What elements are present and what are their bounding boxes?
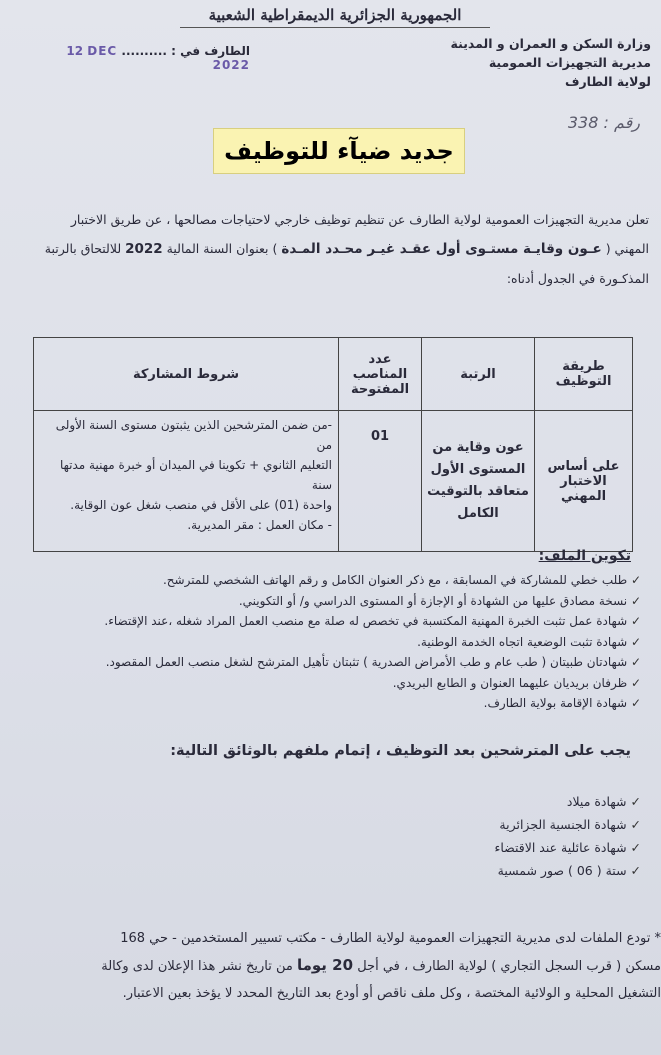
date-label: الطارف في :	[171, 44, 250, 58]
closing-line-1: * تودع الملفات لدى مديرية التجهيزات العمومية لولاية الطارف - مكتب تسيير المستخدمين - حي 168	[120, 931, 661, 946]
col-count: عدد المناصب المفتوحة	[339, 338, 422, 411]
cell-conditions	[34, 411, 339, 552]
intro-text: للالتحاق بالرتبة	[44, 241, 122, 256]
table-row	[34, 411, 633, 552]
ministry-line: وزارة السكن و العمران و المدينة	[450, 36, 651, 51]
list-item: ✓ شهادة الجنسية الجزائرية	[31, 813, 641, 836]
reference-number: رقم : 338	[567, 113, 640, 132]
deadline-days: 20 يوما	[296, 956, 354, 974]
fiscal-year: 2022	[125, 241, 163, 257]
list-item: ✓ نسخة مصادق عليها من الشهادة أو الإجازة أو المستوى الدراسي و/ أو التكويني.	[31, 591, 641, 612]
intro-text: المهني (	[605, 241, 649, 256]
date-stamp: 12 DEC 2022	[66, 44, 250, 72]
list-item: ✓ ظرفان بريديان عليهما العنوان و الطابع البريدي.	[31, 673, 641, 694]
list-item: ✓ شهادة الإقامة بولاية الطارف.	[31, 693, 641, 714]
list-item: ✓ شهادتان طبيتان ( طب عام و طب الأمراض الصدرية ) تثبتان تأهيل المترشح لشغل منصب العمل المقصود.	[31, 652, 641, 673]
intro-paragraph	[9, 205, 649, 293]
closing-line-3: التشغيل المحلية و الولائية المختصة ، وكل ملف ناقص أو أودع بعد التاريخ المحدد لا يؤخذ بعين الاعتبار.	[122, 986, 661, 1001]
col-conditions: شروط المشاركة	[34, 338, 339, 411]
table-header-row	[34, 338, 633, 411]
cell-rank: عون وقاية من المستوى الأول متعاقد بالتوقيت الكامل	[422, 411, 535, 552]
list-item: ✓ شهادة عمل تثبت الخبرة المهنية المكتسبة في تخصص له صلة مع منصب العمل المراد شغله ،عند الإقتضاء.	[31, 611, 641, 632]
headline-banner: جديد ضيآء للتوظيف	[213, 128, 465, 174]
col-rank: الرتبة	[422, 338, 535, 411]
closing-paragraph	[0, 925, 661, 1007]
intro-line-3: المذكـورة في الجدول أدناه:	[506, 271, 649, 286]
file-requirements-list	[31, 570, 641, 714]
directorate-line: مديرية التجهيزات العمومية	[488, 55, 651, 70]
list-item: ✓ ستة ( 06 ) صور شمسية	[31, 859, 641, 882]
condition-line: واحدة (01) على الأقل في منصب شغل عون الوقاية.	[70, 498, 332, 512]
positions-table	[33, 337, 633, 552]
after-hiring-list	[31, 790, 641, 882]
ministry-block	[421, 34, 651, 91]
republic-heading: الجمهورية الجزائرية الديمقراطية الشعبية	[180, 6, 490, 28]
list-item: ✓ شهادة عائلية عند الاقتضاء	[31, 836, 641, 859]
intro-text: ) بعنوان السنة المالية	[166, 241, 278, 256]
position-title: عـون وقايـة مستـوى أول عقـد غيـر محـدد المـدة	[281, 241, 602, 257]
closing-line-2	[0, 952, 661, 980]
cell-method: على أساس الاختبار المهني	[535, 411, 633, 552]
list-item: ✓ شهادة ميلاد	[31, 790, 641, 813]
condition-line: - مكان العمل : مقر المديرية.	[187, 518, 332, 532]
col-method: طريقة التوظيف	[535, 338, 633, 411]
closing-text: من تاريخ نشر هذا الإعلان لدى وكالة	[101, 959, 293, 974]
province-line: لولاية الطارف	[564, 74, 651, 89]
closing-text: مسكن ( قرب السجل التجاري ) لولاية الطارف ، في أجل	[357, 959, 661, 974]
condition-line: التعليم الثانوي + تكوينا في الميدان أو خبرة مهنية مدتها سنة	[59, 458, 332, 492]
list-item: ✓ شهادة تثبت الوضعية اتجاه الخدمة الوطنية.	[31, 632, 641, 653]
intro-line-1: تعلن مديرية التجهيزات العمومية لولاية الطارف عن تنظيم توظيف خارجي لاحتياجات مصالحها ، عن طريق الاختبار	[70, 212, 649, 227]
list-item: ✓ طلب خطي للمشاركة في المسابقة ، مع ذكر العنوان الكامل و رقم الهاتف الشخصي للمترشح.	[31, 570, 641, 591]
cell-count: 01	[339, 411, 422, 552]
intro-line-2	[9, 234, 649, 264]
after-hiring-title: يجب على المترشحين بعد التوظيف ، إتمام ملفهم بالوثائق التالية:	[170, 743, 631, 759]
condition-line: -من ضمن المترشحين الذين يثبتون مستوى السنة الأولى من	[55, 418, 332, 452]
date-line: الطارف في : .......... 12 DEC 2022	[66, 44, 250, 72]
file-section-title: تكوين الملف:	[538, 548, 631, 564]
